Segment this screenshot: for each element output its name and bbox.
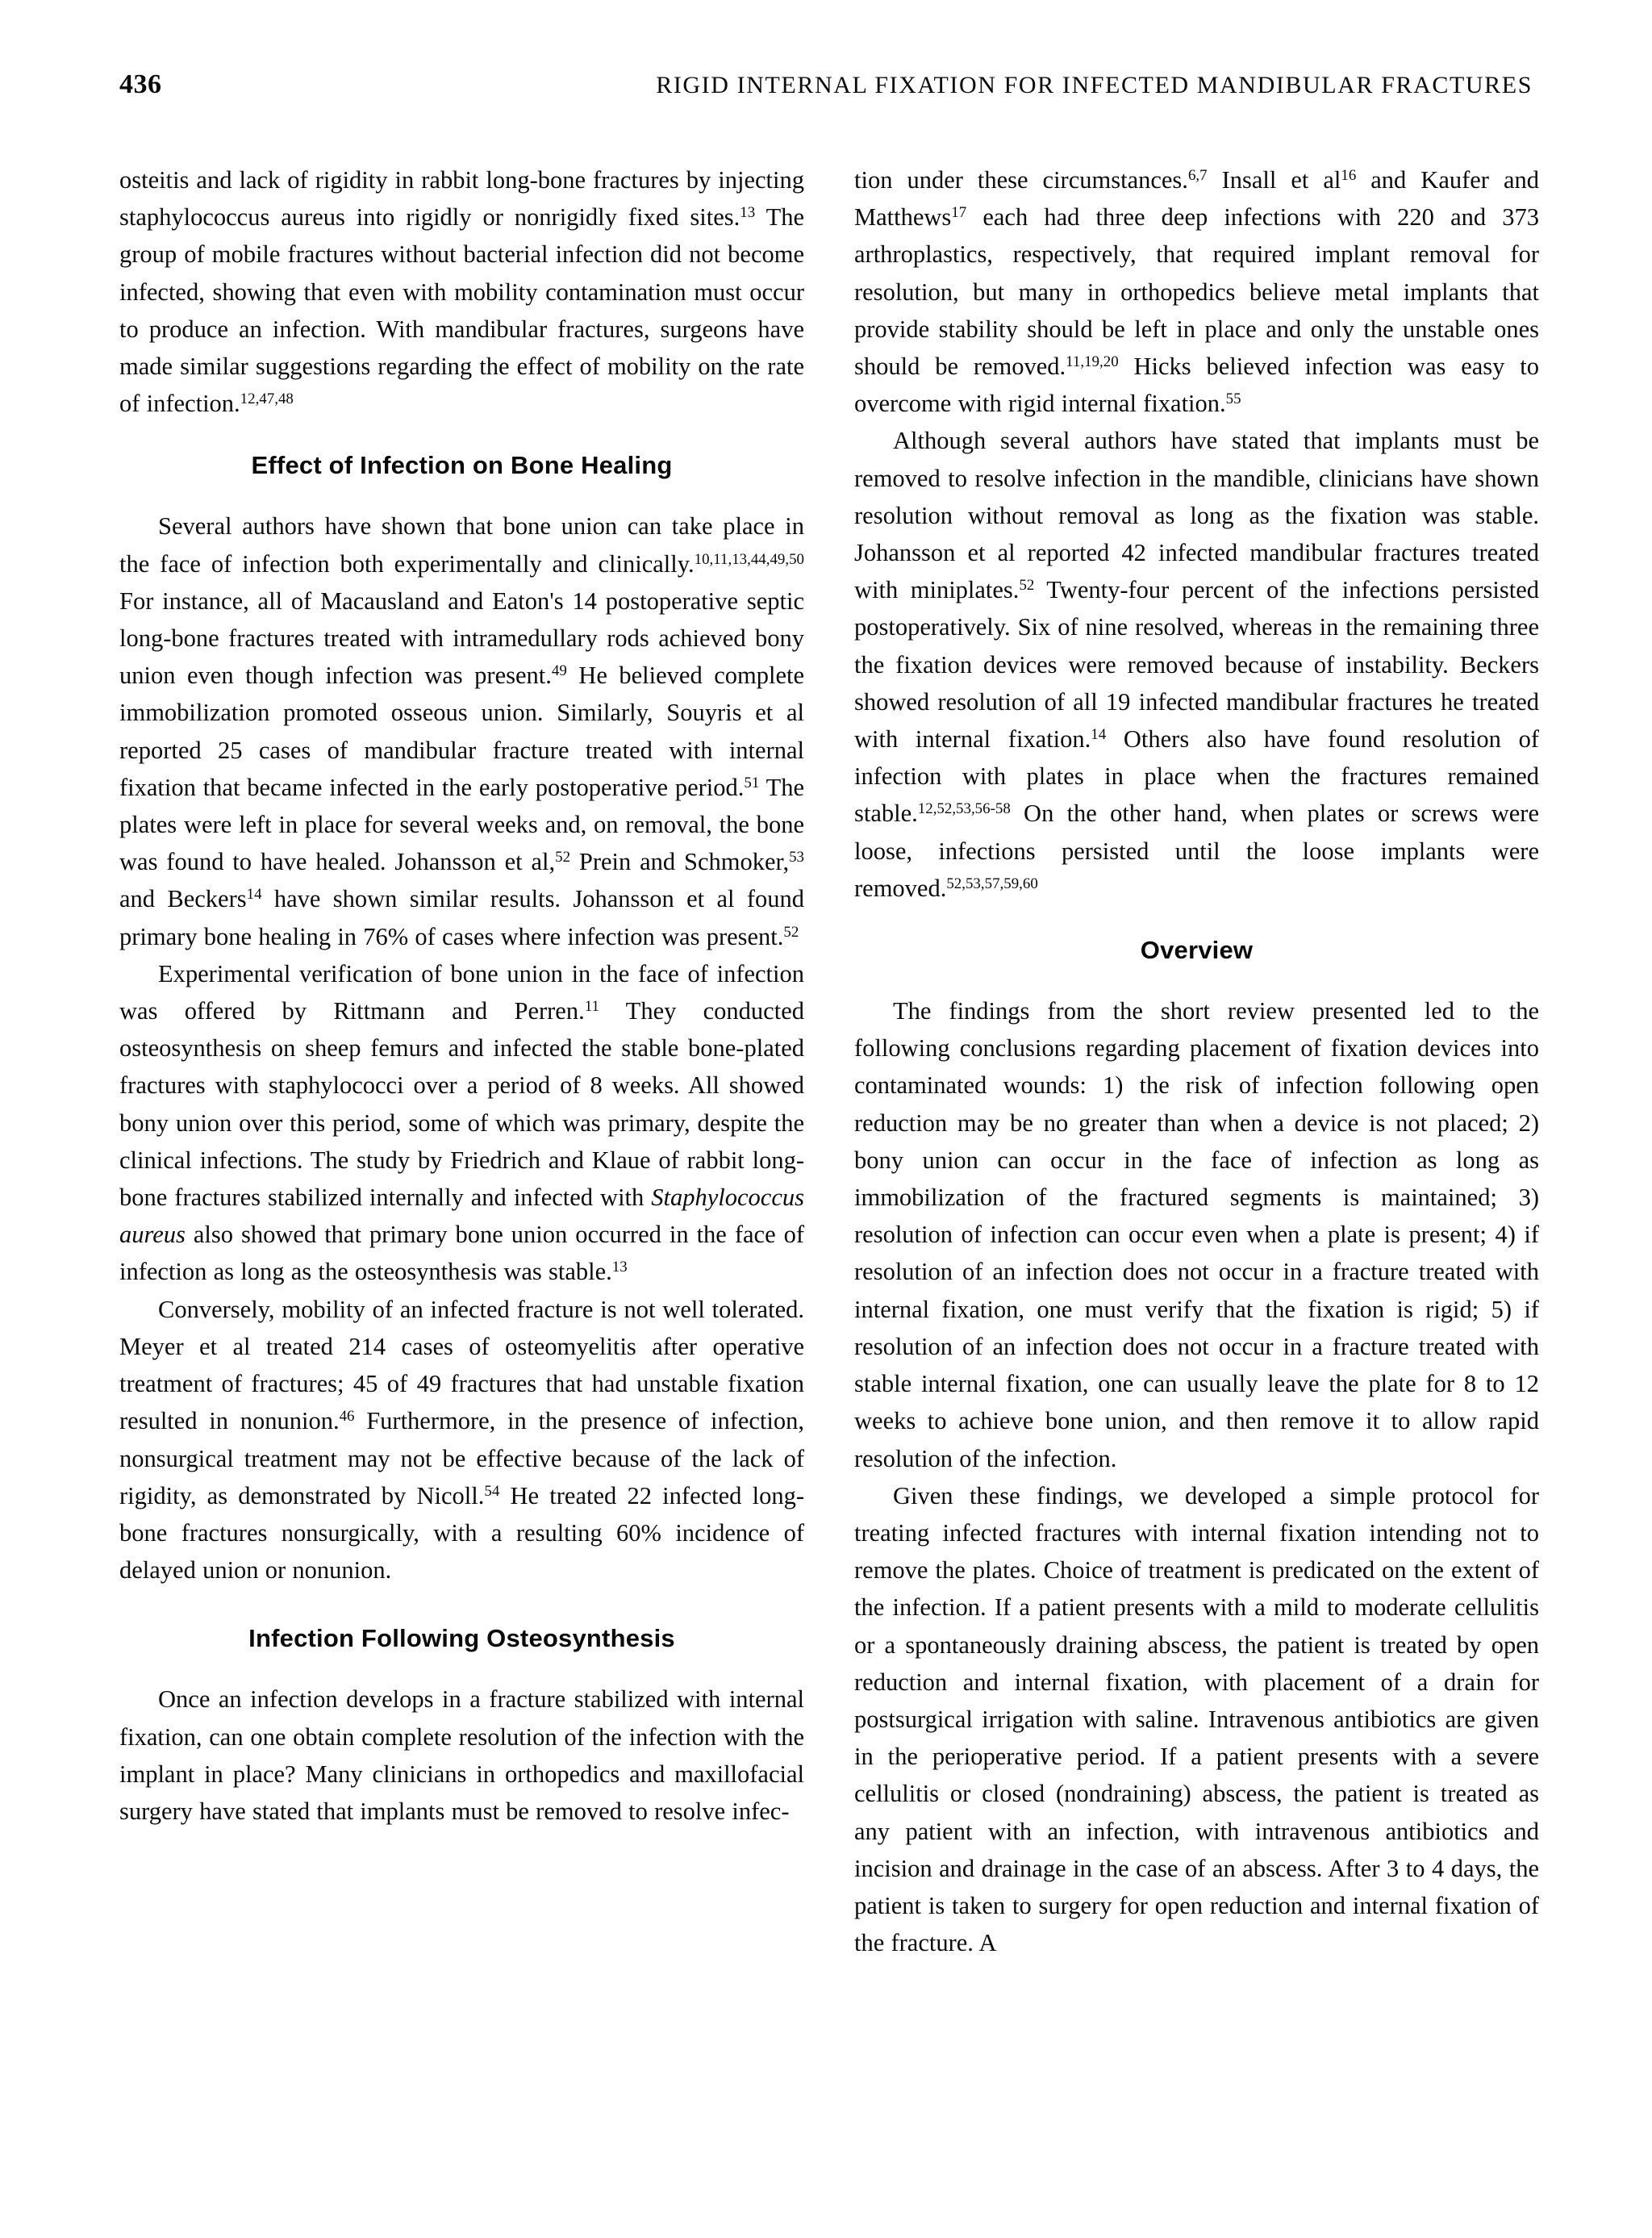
citation-marker: 54	[484, 1482, 500, 1500]
species-name-italic: Staphylococcus aureus	[119, 1184, 804, 1249]
citation-marker: 51	[744, 775, 760, 792]
citation-marker: 52	[555, 849, 571, 866]
text-run: For instance, all of Macausland and Eaton's 14 postoperative septic long-bone fractures treated with intramedullary rods achieved bony union even though infection was present.	[119, 587, 804, 690]
citation-marker: 52,53,57,59,60	[946, 875, 1038, 893]
paragraph-tion-under-circumstances	[854, 161, 1539, 422]
paragraph-the-findings: The findings from the short review presented led to the following conclusions regarding placement of fixation devices into contaminated wounds: 1) the risk of infection following open reduction may be no greater than when a device is not placed; 2) bony union can occur in the face of infection as long as immobilization of the fractured segments is maintained; 3) resolution of infection can occur even when a plate is present; 4) if resolution of an infection does not occur in a fracture treated with internal fixation, one must verify that the fixation is rigid; 5) if resolution of an infection does not occur in a fracture treated with stable internal fixation, one can usually leave the plate for 8 to 12 weeks to achieve bone union, and then remove it to allow rapid resolution of the infection.	[854, 997, 1539, 1472]
text-run: Insall et al	[1207, 166, 1341, 194]
citation-marker: 14	[1091, 726, 1107, 744]
text-run: He treated 22 infected long-bone fractures nonsurgically, with a resulting 60% incidence of delayed union or nonunion.	[119, 1481, 804, 1585]
heading-effect-of-infection-on-bone-healing: Effect of Infection on Bone Healing	[251, 451, 673, 480]
paragraph-experimental-verification	[119, 955, 804, 1291]
citation-marker: 14	[246, 886, 262, 904]
body-columns	[119, 161, 1539, 1961]
running-head	[119, 69, 1533, 100]
text-run: each had three deep infections with 220 and 373 arthroplastics, respectively, that required implant removal for resolution, but many in orthopedics believe metal implants that provide stability should be left in place and only the unstable ones should be removed.	[854, 203, 1539, 381]
text-run: Hicks believed infection was easy to overcome with rigid internal fixation.	[854, 353, 1539, 418]
text-run: have shown similar results. Johansson et al found primary bone healing in 76% of cases where infection was present.	[119, 885, 804, 950]
citation-marker: 16	[1341, 167, 1357, 185]
paragraph-several-authors	[119, 507, 804, 954]
paragraph-conversely-mobility	[119, 1291, 804, 1589]
page-number: 436	[119, 69, 162, 99]
text-run: osteitis and lack of rigidity in rabbit long-bone fractures by injecting staphylococcus aureus into rigidly or nonrigidly fixed sites.	[119, 166, 804, 232]
text-run: tion under these circumstances.	[854, 166, 1188, 194]
paragraph-osteitis	[119, 161, 804, 422]
left-column	[119, 161, 804, 1961]
text-run: On the other hand, when plates or screws were loose, infections persisted until the loose implants were removed.	[854, 800, 1539, 902]
citation-marker: 52	[1019, 577, 1035, 595]
text-run: Conversely, mobility of an infected fracture is not well tolerated. Meyer et al treated 214 cases of osteomyelitis after operative treatment of fractures; 45 of 49 fractures that had unstable fixation resulted in nonunion.	[119, 1295, 804, 1435]
paragraph-although-several-authors	[854, 422, 1539, 907]
citation-marker: 17	[951, 204, 967, 222]
citation-marker: 49	[551, 662, 567, 680]
citation-marker: 6,7	[1187, 167, 1208, 185]
text-run: Although several authors have stated that implants must be removed to resolve infection in the mandible, clinicians have shown resolution without removal as long as the fixation was stable. Johansson et al reported 42 infected mandibular fractures treated with miniplates.	[854, 427, 1539, 604]
text-run: Furthermore, in the presence of infection, nonsurgical treatment may not be effective because of the lack of rigidity, as demonstrated by Nicoll.	[119, 1407, 804, 1509]
citation-marker: 52	[783, 923, 799, 941]
citation-marker: 13	[611, 1259, 628, 1276]
paragraph-given-these-findings: Given these findings, we developed a simple protocol for treating infected fractures with internal fixation intending not to remove the plates. Choice of treatment is predicated on the extent of the infection. If a patient presents with a mild to moderate cellulitis or a spontaneously draining abscess, the patient is treated by open reduction and internal fixation, with placement of a drain for postsurgical irrigation with saline. Intravenous antibiotics are given in the perioperative period. If a patient presents with a severe cellulitis or closed (nondraining) abscess, the patient is treated as any patient with an infection, with intravenous antibiotics and incision and drainage in the case of an abscess. After 3 to 4 days, the patient is taken to surgery for open reduction and internal fixation of the fracture. A	[854, 1481, 1539, 1957]
citation-marker: 12,52,53,56-58	[917, 800, 1011, 818]
text-run: Prein and Schmoker,	[570, 848, 790, 876]
text-run: Experimental verification of bone union in the face of infection was offered by Rittmann and Perren.	[119, 959, 804, 1025]
citation-marker: 46	[339, 1408, 355, 1426]
citation-marker: 12,47,48	[240, 390, 294, 408]
text-run: Twenty-four percent of the infections persisted postoperatively. Six of nine resolved, whereas in the remaining three the fixation devices were removed because of instability. Beckers showed resolution of all 19 infected mandibular fractures he treated with internal fixation.	[854, 576, 1539, 754]
citation-marker: 11,19,20	[1066, 353, 1119, 371]
right-column	[854, 161, 1539, 1961]
running-head-title: RIGID INTERNAL FIXATION FOR INFECTED MANDIBULAR FRACTURES	[656, 72, 1533, 98]
text-run: also showed that primary bone union occurred in the face of infection as long as the osteosynthesis was stable.	[119, 1221, 804, 1286]
heading-overview: Overview	[1140, 936, 1254, 965]
text-run: and Beckers	[119, 885, 247, 913]
citation-marker: 55	[1225, 390, 1241, 408]
text-run: and Kaufer and Matthews	[854, 166, 1539, 232]
text-run: The plates were left in place for several weeks and, on removal, the bone was found to have healed. Johansson et al,	[119, 773, 804, 876]
citation-marker: 10,11,13,44,49,50	[694, 550, 804, 568]
text-run: Others also have found resolution of infection with plates in place when the fractures remained stable.	[854, 725, 1539, 828]
text-run: He believed complete immobilization promoted osseous union. Similarly, Souyris et al reported 25 cases of mandibular fracture treated with internal fixation that became infected in the early postoperative period.	[119, 662, 804, 801]
paragraph-once-an-infection: Once an infection develops in a fracture stabilized with internal fixation, can one obtain complete resolution of the infection with the implant in place? Many clinicians in orthopedics and maxillofacial surgery have stated that implants must be removed to resolve infec-	[119, 1685, 804, 1825]
text-run: The group of mobile fractures without bacterial infection did not become infected, showing that even with mobility contamination must occur to produce an infection. With mandibular fractures, surgeons have made similar suggestions regarding the effect of mobility on the rate of infection.	[119, 203, 804, 418]
text-run: Several authors have shown that bone union can take place in the face of infection both experimentally and clinically.	[119, 512, 804, 578]
heading-infection-following-osteosynthesis: Infection Following Osteosynthesis	[248, 1624, 675, 1653]
citation-marker: 13	[740, 204, 756, 222]
citation-marker: 11	[584, 998, 599, 1016]
citation-marker: 53	[789, 849, 804, 866]
text-run: They conducted osteosynthesis on sheep femurs and infected the stable bone-plated fractures with staphylococci over a period of 8 weeks. All showed bony union over this period, some of which was primary, despite the clinical infections. The study by Friedrich and Klaue of rabbit long-bone fractures stabilized internally and infected with	[119, 997, 804, 1212]
